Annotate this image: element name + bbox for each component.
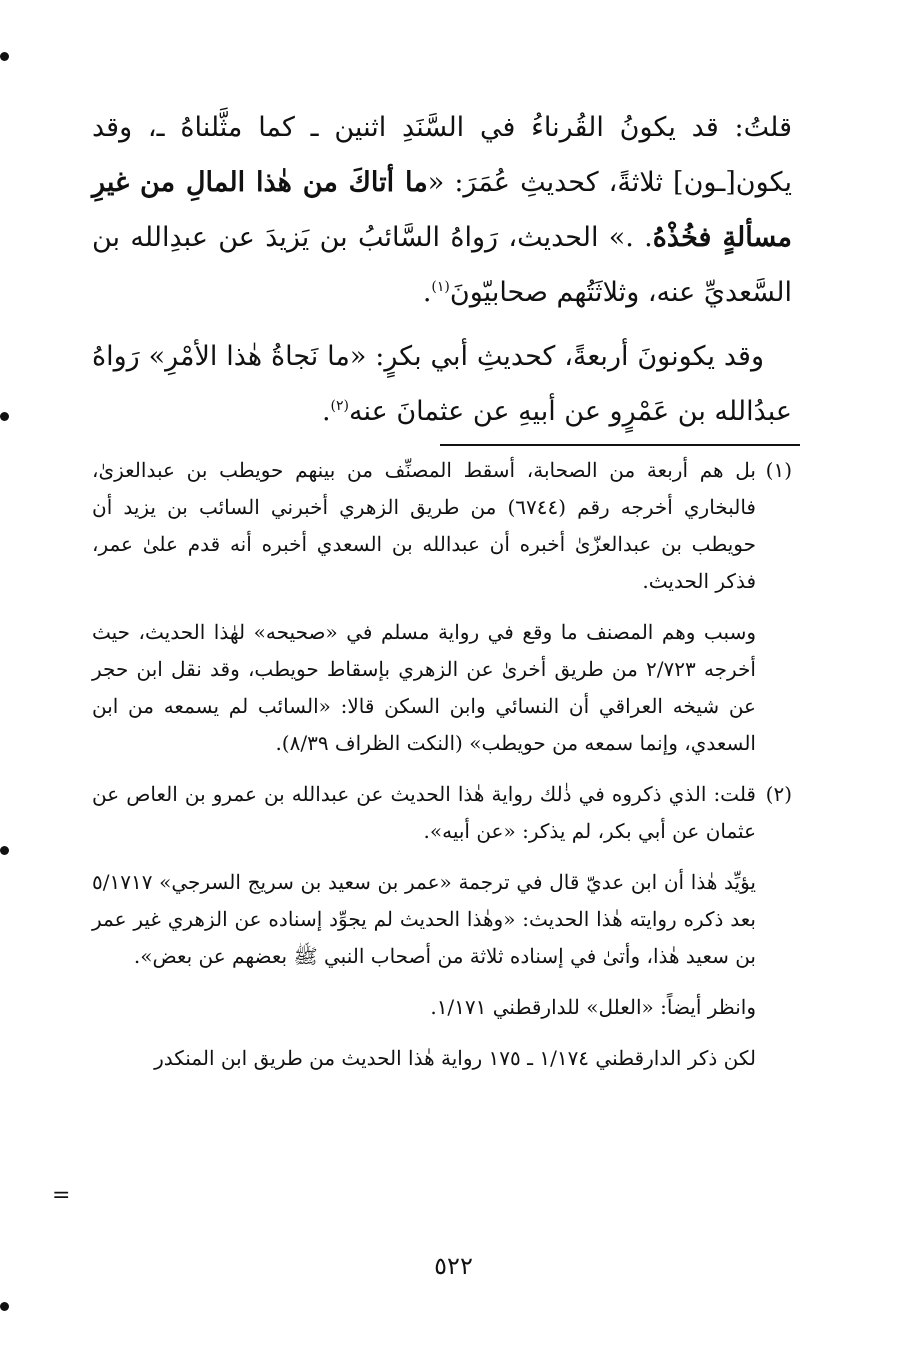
paragraph-1-end: . bbox=[422, 277, 432, 308]
scan-edge-mark bbox=[0, 412, 9, 421]
paragraph-1 bbox=[92, 100, 792, 320]
footnote-1-paragraph: وسبب وهم المصنف ما وقع في رواية مسلم في «صحيحه» لهٰذا الحديث، حيث أخرجه ٢/٧٢٣ من طريق أخرىٰ عن الزهري بإسقاط حويطب، وقد نقل ابن حجر عن شيخه العراقي أن النسائي وابن السكن قالا: «السائب لم يسمعه من ابن السعدي، وإنما سمعه من حويطب» (النكت الظراف ٨/٣٩). bbox=[92, 620, 756, 755]
continuation-mark: = bbox=[52, 1183, 71, 1208]
footnote-1 bbox=[92, 452, 792, 762]
paragraph-2-end: . bbox=[321, 396, 331, 427]
scan-edge-mark bbox=[0, 846, 9, 855]
footnote-ref-2[interactable]: (٢) bbox=[330, 398, 349, 414]
scan-edge-mark bbox=[0, 52, 9, 61]
footnotes bbox=[92, 452, 792, 1091]
paragraph-2-text: وقد يكونونَ أربعةً، كحديثِ أبي بكرٍ: «ما نَجاةُ هٰذا الأمْرِ» رَواهُ عبدُالله بن عَمْرٍو عن أبيهِ عن عثمانَ عنه bbox=[92, 341, 792, 427]
page-number: ٥٢٢ bbox=[434, 1252, 473, 1280]
footnote-ref-1[interactable]: (١) bbox=[431, 279, 450, 295]
footnote-2-paragraph: وانظر أيضاً: «العلل» للدارقطني ١/١٧١. bbox=[430, 995, 756, 1019]
footnote-1-number: (١) bbox=[765, 458, 792, 482]
footnote-1-paragraph: بل هم أربعة من الصحابة، أسقط المصنِّف من بينهم حويطب بن عبدالعزىٰ، فالبخاري أخرجه رقم (٦٧٤٤) من طريق الزهري أخبرني السائب بن يزيد أن حويطب بن عبدالعزّىٰ أخبره أن عبدالله بن السعدي أخبره أنه قدم علىٰ عمر، فذكر الحديث. bbox=[92, 458, 756, 593]
footnote-2-paragraph: يؤيِّد هٰذا أن ابن عديّ قال في ترجمة «عمر بن سعيد بن سريج السرجي» ٥/١٧١٧ بعد ذكره روايته هٰذا الحديث: «وهٰذا الحديث لم يجوِّد إسناده عن الزهري غير عمر بن سعيد هٰذا، وأتىٰ في إسناده ثلاثة من أصحاب النبي ﷺ بعضهم عن بعض». bbox=[92, 870, 756, 968]
footnote-2-paragraph: قلت: الذي ذكروه في ذٰلك رواية هٰذا الحديث عن عبدالله بن عمرو بن العاص عن عثمان عن أبي بكر، لم يذكر: «عن أبيه». bbox=[92, 782, 756, 843]
footnote-2 bbox=[92, 776, 792, 1077]
footnote-2-number: (٢) bbox=[765, 782, 792, 806]
paragraph-1-text-b: . .» الحديث، رَواهُ السَّائبُ بن يَزيدَ عن عبدِالله بن السَّعديِّ عنه، وثلاثَتُهم صحابيّونَ bbox=[92, 222, 792, 308]
footnote-2-paragraph: لكن ذكر الدارقطني ١/١٧٤ ـ ١٧٥ رواية هٰذا الحديث من طريق ابن المنكدر bbox=[154, 1046, 756, 1070]
scan-edge-mark bbox=[0, 1302, 9, 1311]
hadith-quote: ما أتاكَ من هٰذا المالِ من غيرِ مسألةٍ فخُذْهُ bbox=[92, 167, 793, 253]
paragraph-1-text-a: قلتُ: قد يكونُ القُرناءُ في السَّنَدِ اثنين ـ كما مثَّلناهُ ـ، وقد يكون[ـون] ثلاثةً، كحديثِ عُمَرَ: « bbox=[92, 112, 792, 198]
paragraph-2 bbox=[92, 329, 792, 439]
main-text bbox=[92, 100, 792, 448]
footnote-divider bbox=[440, 444, 800, 446]
